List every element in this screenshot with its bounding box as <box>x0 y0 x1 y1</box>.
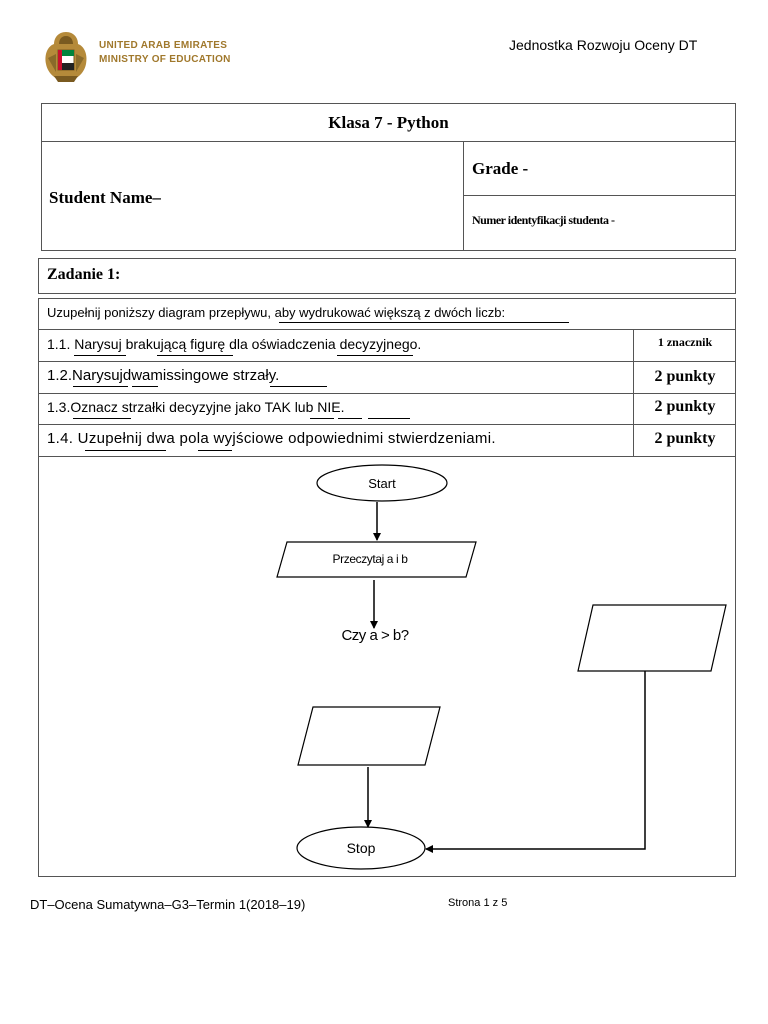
task-item-2: 1.2.Narysujdwamissingowe strzały. <box>47 367 280 384</box>
student-name-label: Student Name– <box>49 188 161 207</box>
output-box-left <box>298 707 440 765</box>
start-label: Start <box>368 476 396 491</box>
task-instruction: Uzupełnij poniższy diagram przepływu, aby wydrukować większą z dwóch liczb: <box>47 305 506 320</box>
org-line-2: MINISTRY OF EDUCATION <box>99 54 231 65</box>
task-item-1: 1.1. Narysuj brakującą figurę dla oświadczenia decyzyjnego. <box>47 336 422 352</box>
task-item-2-points: 2 punkty <box>654 368 716 385</box>
decision-label: Czy a > b? <box>341 627 409 644</box>
task-item-4-points: 2 punkty <box>654 430 716 447</box>
task-heading: Zadanie 1: <box>47 266 121 283</box>
task-item-3-points: 2 punkty <box>654 398 716 415</box>
stop-label: Stop <box>346 840 376 856</box>
arrow-right-output-to-stop <box>426 671 645 849</box>
footer-doc-info: DT–Ocena Sumatywna–G3–Termin 1(2018–19) <box>30 897 306 912</box>
task-item-4: 1.4. Uzupełnij dwa pola wyjściowe odpowiednimi stwierdzeniami. <box>47 430 496 447</box>
read-label: Przeczytaj a i b <box>332 552 408 566</box>
page-number: Strona 1 z 5 <box>448 897 508 909</box>
task-item-3: 1.3.Oznacz strzałki decyzyjne jako TAK lub NIE. <box>47 399 345 415</box>
class-title: Klasa 7 - Python <box>328 113 449 132</box>
student-id-label: Numer identyfikacji studenta - <box>472 213 615 227</box>
task-item-1-points: 1 znacznik <box>657 335 713 349</box>
output-box-right <box>578 605 726 671</box>
org-line-1: UNITED ARAB EMIRATES <box>99 40 228 51</box>
unit-label: Jednostka Rozwoju Oceny DT <box>509 37 698 53</box>
grade-label: Grade - <box>472 159 529 178</box>
